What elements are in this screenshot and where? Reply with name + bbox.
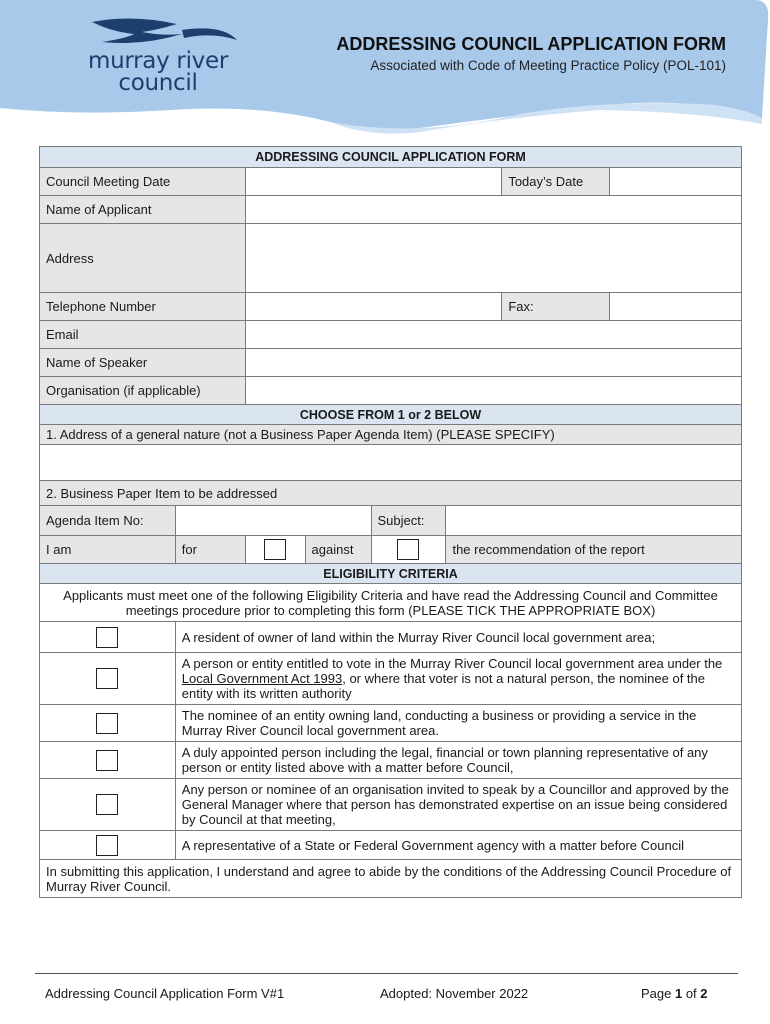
criteria-1-checkbox-cell	[40, 622, 176, 653]
eligibility-intro: Applicants must meet one of the following Eligibility Criteria and have read the Addressing Council and Committee meetings procedure prior to completing this form (PLEASE TICK THE APPROPRIATE BOX)	[40, 584, 742, 622]
criteria-1-checkbox[interactable]	[96, 627, 118, 648]
criteria-6-checkbox[interactable]	[96, 835, 118, 856]
local-government-act-link[interactable]: Local Government Act 1993	[181, 671, 343, 686]
applicant-name-label: Name of Applicant	[40, 196, 246, 224]
footer-rule	[35, 973, 738, 975]
criteria-5-text: Any person or nominee of an organisation invited to speak by a Councillor and approved by the General Manager where that person has demonstrated expertise on an issue being considered by Council at that meeting,	[175, 779, 741, 831]
option-2-label: 2. Business Paper Item to be addressed	[40, 481, 742, 506]
criteria-2-checkbox[interactable]	[96, 668, 118, 689]
email-field[interactable]	[245, 321, 741, 349]
criteria-4-text: A duly appointed person including the legal, financial or town planning representative of any person or entity listed above with a matter before Council,	[175, 742, 741, 779]
document-title: ADDRESSING COUNCIL APPLICATION FORM	[336, 34, 726, 54]
against-label: against	[305, 536, 371, 564]
agenda-item-label: Agenda Item No:	[40, 506, 176, 536]
against-checkbox[interactable]	[397, 539, 419, 560]
criteria-1-text: A resident of owner of land within the Murray River Council local government area;	[175, 622, 741, 653]
footer-doc-name: Addressing Council Application Form V#1	[45, 986, 285, 1001]
council-meeting-date-field[interactable]	[245, 168, 502, 196]
organisation-field[interactable]	[245, 377, 741, 405]
option-1-label: 1. Address of a general nature (not a Business Paper Agenda Item) (PLEASE SPECIFY)	[40, 425, 742, 445]
criteria-6-text: A representative of a State or Federal Government agency with a matter before Council	[175, 831, 741, 860]
criteria-2-text	[175, 653, 741, 705]
organisation-label: Organisation (if applicable)	[40, 377, 246, 405]
recommendation-label: the recommendation of the report	[446, 536, 742, 564]
criteria-3-text: The nominee of an entity owning land, conducting a business or providing a service in the Murray River Council local government area.	[175, 705, 741, 742]
criteria-4-checkbox-cell	[40, 742, 176, 779]
form-heading: ADDRESSING COUNCIL APPLICATION FORM	[40, 147, 742, 168]
criteria-2-text-before: A person or entity entitled to vote in the Murray River Council local government area under the	[181, 656, 723, 671]
footer-adopted-date: Adopted: November 2022	[380, 986, 529, 1001]
criteria-4-checkbox[interactable]	[96, 750, 118, 771]
application-form-table	[39, 146, 742, 898]
criteria-2-text-after: , or where that voter is not a natural person, the nominee of the entity with its written authority	[181, 671, 705, 701]
criteria-5-checkbox[interactable]	[96, 794, 118, 815]
telephone-field[interactable]	[245, 293, 502, 321]
for-checkbox-cell	[245, 536, 305, 564]
declaration-text: In submitting this application, I understand and agree to abide by the conditions of the Addressing Council Procedure of Murray River Council.	[40, 860, 742, 898]
speaker-name-label: Name of Speaker	[40, 349, 246, 377]
email-label: Email	[40, 321, 246, 349]
council-meeting-date-label: Council Meeting Date	[40, 168, 246, 196]
criteria-2-checkbox-cell	[40, 653, 176, 705]
todays-date-field[interactable]	[610, 168, 742, 196]
option-1-field[interactable]	[40, 445, 742, 481]
subject-label: Subject:	[371, 506, 446, 536]
telephone-label: Telephone Number	[40, 293, 246, 321]
against-checkbox-cell	[371, 536, 446, 564]
document-subtitle: Associated with Code of Meeting Practice Policy (POL-101)	[370, 58, 726, 73]
agenda-item-field[interactable]	[175, 506, 371, 536]
for-label: for	[175, 536, 245, 564]
i-am-label: I am	[40, 536, 176, 564]
subject-field[interactable]	[446, 506, 742, 536]
fax-label: Fax:	[502, 293, 610, 321]
choose-heading: CHOOSE FROM 1 or 2 BELOW	[40, 405, 742, 425]
for-checkbox[interactable]	[264, 539, 286, 560]
address-field[interactable]	[245, 224, 741, 293]
council-logo-text: murray river council	[88, 48, 228, 96]
criteria-5-checkbox-cell	[40, 779, 176, 831]
criteria-3-checkbox-cell	[40, 705, 176, 742]
address-label: Address	[40, 224, 246, 293]
footer-page-number: Page 1 of 2	[641, 986, 708, 1001]
todays-date-label: Today’s Date	[502, 168, 610, 196]
eligibility-heading: ELIGIBILITY CRITERIA	[40, 564, 742, 584]
applicant-name-field[interactable]	[245, 196, 741, 224]
speaker-name-field[interactable]	[245, 349, 741, 377]
criteria-6-checkbox-cell	[40, 831, 176, 860]
fax-field[interactable]	[610, 293, 742, 321]
criteria-3-checkbox[interactable]	[96, 713, 118, 734]
